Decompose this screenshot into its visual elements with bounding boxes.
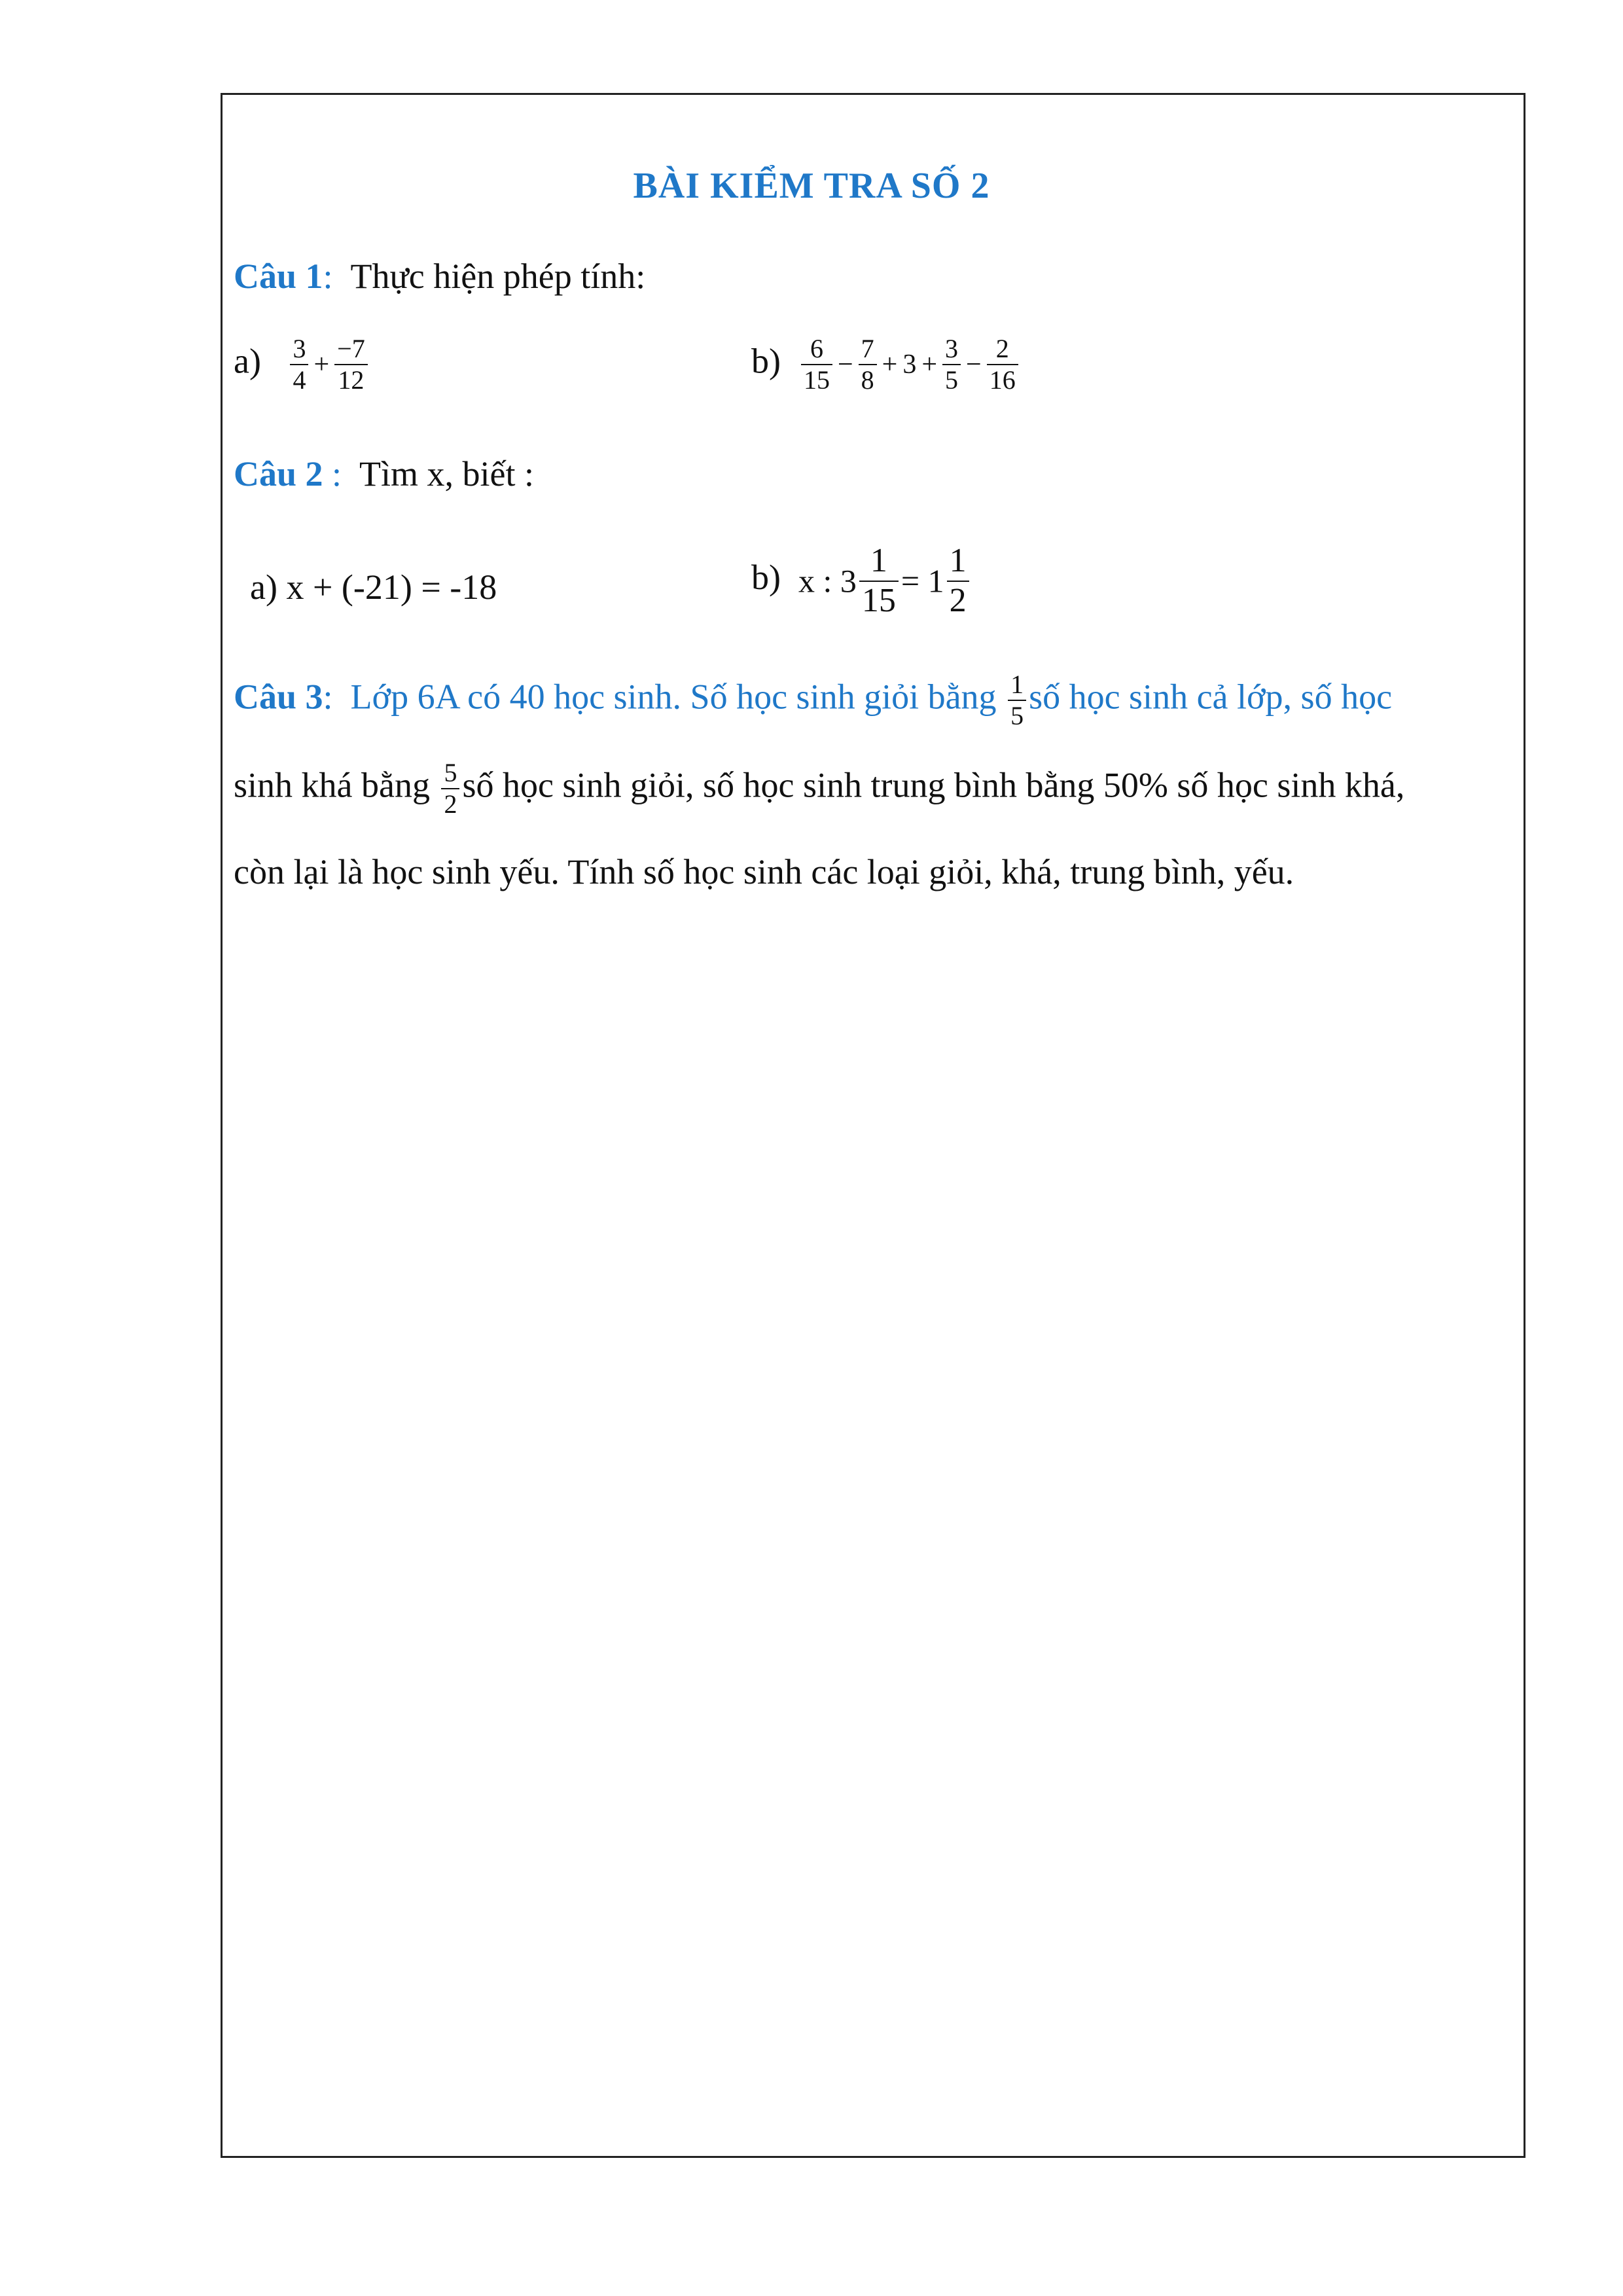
q2-heading bbox=[234, 456, 534, 492]
q1-heading bbox=[234, 259, 645, 294]
page-title: BÀI KIỂM TRA SỐ 2 bbox=[633, 166, 990, 206]
q1-prompt: Thực hiện phép tính: bbox=[350, 257, 646, 296]
q2b-lhs: x : 3 bbox=[798, 562, 857, 600]
q1a-label: a) bbox=[234, 341, 261, 381]
q1a-op: + bbox=[313, 350, 330, 380]
q1b-frac3-den: 5 bbox=[945, 365, 959, 395]
q1-part-a bbox=[234, 335, 370, 394]
q1b-frac4-num: 2 bbox=[987, 335, 1018, 365]
q3-line-2 bbox=[234, 759, 1404, 818]
q3-line2-end: số học sinh giỏi, số học sinh trung bình bằng 50% số học sinh khá, bbox=[462, 765, 1405, 805]
q2b-fraction-2 bbox=[947, 543, 969, 619]
q1b-op3: + bbox=[921, 350, 938, 380]
q2b-frac2-num: 1 bbox=[947, 543, 969, 582]
q2-part-b bbox=[751, 543, 972, 619]
q1b-int: 3 bbox=[902, 350, 917, 380]
q2-prompt: Tìm x, biết : bbox=[359, 454, 535, 493]
q1b-op2: + bbox=[882, 350, 898, 380]
q1a-fraction-1 bbox=[290, 335, 308, 394]
q3-frac2-den: 2 bbox=[444, 789, 457, 819]
q3-line-1 bbox=[234, 671, 1392, 730]
q3-line-3: còn lại là học sinh yếu. Tính số học sinh các loại giỏi, khá, trung bình, yếu. bbox=[234, 852, 1294, 891]
q1b-frac1-num: 6 bbox=[801, 335, 832, 365]
q1a-frac1-num: 3 bbox=[290, 335, 308, 365]
q2b-frac1-num: 1 bbox=[859, 543, 899, 582]
q1b-frac4-den: 16 bbox=[989, 365, 1016, 395]
q3-label: Câu 3 bbox=[234, 677, 323, 717]
page-border bbox=[221, 93, 1525, 2158]
q3-sep: : bbox=[323, 677, 333, 717]
q1b-fraction-4 bbox=[987, 335, 1018, 394]
q1b-op4: − bbox=[966, 350, 982, 380]
q3-frac2-num: 5 bbox=[441, 759, 459, 789]
q1a-frac2-num: −7 bbox=[334, 335, 368, 365]
q1b-frac2-den: 8 bbox=[861, 365, 874, 395]
q1b-frac1-den: 15 bbox=[803, 365, 830, 395]
q1b-fraction-1 bbox=[801, 335, 832, 394]
q1b-fraction-2 bbox=[859, 335, 877, 394]
q3-fraction-2 bbox=[441, 759, 459, 818]
q1b-frac2-num: 7 bbox=[859, 335, 877, 365]
q1b-fraction-3 bbox=[942, 335, 961, 394]
q2b-frac2-den: 2 bbox=[949, 581, 967, 619]
q1-part-b bbox=[751, 335, 1021, 394]
q3-line1-start: Lớp 6A có 40 học sinh. Số học sinh giỏi bằng bbox=[350, 677, 997, 717]
q2b-eq: = 1 bbox=[901, 562, 944, 600]
q1-label: Câu 1 bbox=[234, 257, 323, 296]
q3-line2-start: sinh khá bằng bbox=[234, 765, 430, 805]
q2-sep: : bbox=[332, 454, 342, 493]
q3-fraction-1 bbox=[1008, 671, 1026, 730]
q2-part-a: a) x + (-21) = -18 bbox=[250, 567, 497, 607]
q2b-label: b) bbox=[751, 557, 781, 597]
q1b-op1: − bbox=[837, 350, 853, 380]
q1a-fraction-2 bbox=[334, 335, 368, 394]
q1a-frac1-den: 4 bbox=[293, 365, 306, 395]
q3-frac1-num: 1 bbox=[1008, 671, 1026, 701]
q1b-frac3-num: 3 bbox=[942, 335, 961, 365]
q1-sep: : bbox=[323, 257, 333, 296]
q1a-frac2-den: 12 bbox=[338, 365, 365, 395]
q2b-fraction-1 bbox=[859, 543, 899, 619]
q3-frac1-den: 5 bbox=[1010, 701, 1024, 730]
q2-label: Câu 2 bbox=[234, 454, 323, 493]
q1b-label: b) bbox=[751, 341, 781, 381]
q3-line1-end: số học sinh cả lớp, số học bbox=[1029, 677, 1393, 717]
q2b-frac1-den: 15 bbox=[861, 581, 896, 619]
